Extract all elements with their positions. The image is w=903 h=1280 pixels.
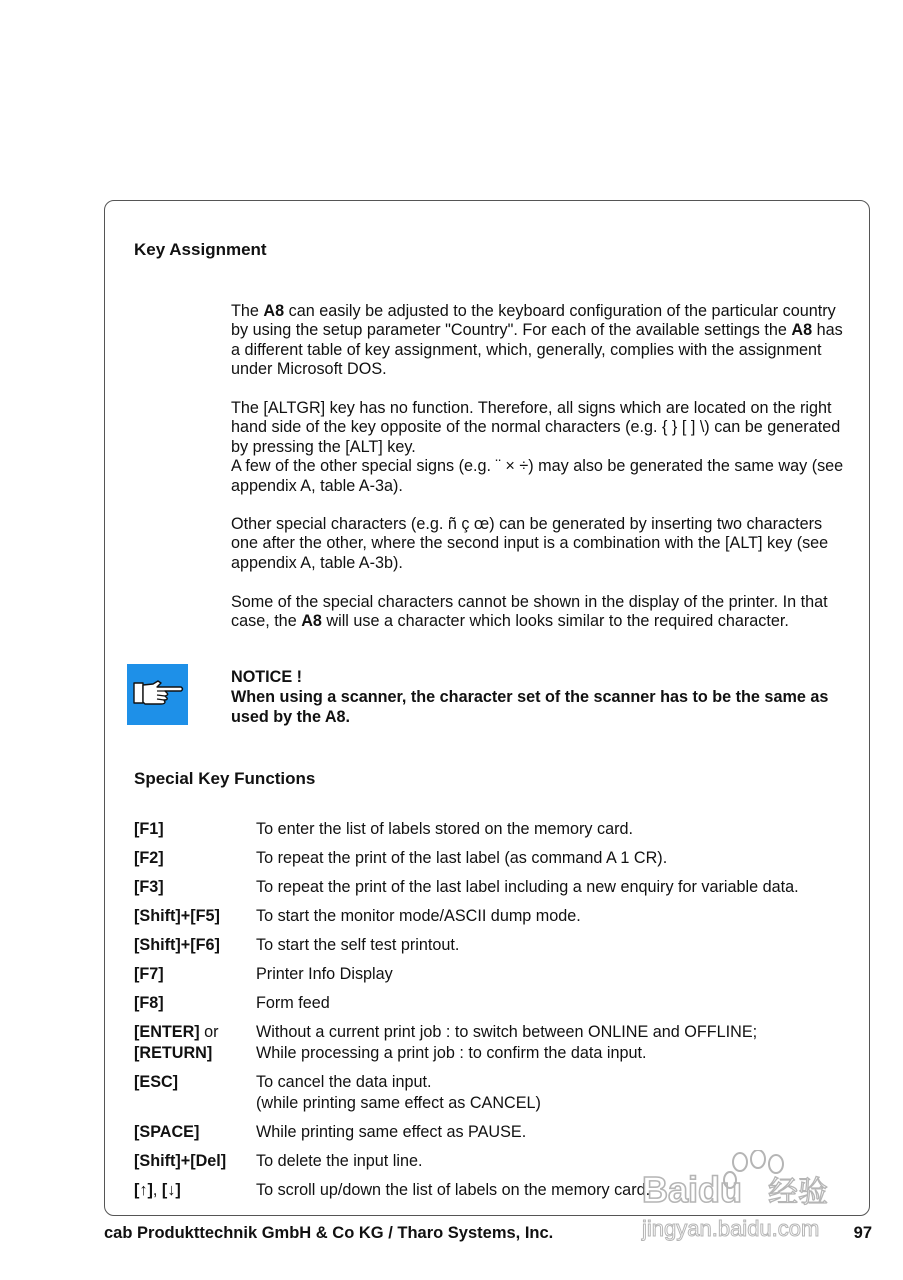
key-description: To start the monitor mode/ASCII dump mode. (256, 907, 581, 925)
key-row (134, 993, 854, 1014)
key-row (134, 906, 854, 927)
key-row (134, 1072, 854, 1114)
key-description: To scroll up/down the list of labels on the memory card. (256, 1181, 651, 1199)
key-description: Without a current print job : to switch between ONLINE and OFFLINE; (256, 1023, 758, 1041)
key-description: To cancel the data input. (256, 1073, 432, 1091)
key-description: Form feed (256, 994, 330, 1012)
key-row (134, 819, 854, 840)
key-name: [Shift]+[Del] (134, 1152, 227, 1170)
paragraph-2-line-2: A few of the other special signs (e.g. ¨ × ÷) may also be generated the same way (see appendix A, table A-3a). (231, 457, 844, 495)
key-name: [RETURN] (134, 1044, 213, 1062)
page-number: 97 (853, 1224, 872, 1242)
key-description: While processing a print job : to confirm the data input. (256, 1044, 647, 1062)
paragraph-1: The A8 can easily be adjusted to the keyboard configuration of the particular country by using the setup parameter "Country". For each of the available settings the A8 has a different table of key assignment, which, generally, complies with the assignment under Microsoft DOS. (231, 302, 843, 379)
key-description: Printer Info Display (256, 965, 393, 983)
paragraph-4: Some of the special characters cannot be shown in the display of the printer. In that case, the A8 will use a character which looks similar to the required character. (231, 593, 828, 631)
key-name: [SPACE] (134, 1123, 200, 1141)
key-description: While printing same effect as PAUSE. (256, 1123, 527, 1141)
key-description: To repeat the print of the last label including a new enquiry for variable data. (256, 878, 799, 896)
key-name: [↓] (161, 1181, 181, 1199)
watermark-brand: Baidu (642, 1169, 743, 1210)
paragraph-2-line-1: The [ALTGR] key has no function. Therefore, all signs which are located on the right hand side of the key opposite of the normal characters (e.g. { } [ ] \) can be generated by pressing the [ALT] key. (231, 399, 841, 456)
baidu-watermark (640, 1150, 855, 1245)
key-description: To enter the list of labels stored on the memory card. (256, 820, 633, 838)
key-row (134, 1122, 854, 1143)
paragraph-3: Other special characters (e.g. ñ ç œ) can be generated by inserting two characters one after the other, where the second input is a combination with the [ALT] key (see appendix A, table A-3b). (231, 515, 829, 572)
notice-text: When using a scanner, the character set of the scanner has to be the same as used by the A8. (231, 688, 829, 726)
key-or: or (199, 1023, 219, 1041)
key-name: [ESC] (134, 1073, 179, 1091)
key-name: [F8] (134, 994, 164, 1012)
watermark-cn: 经验 (768, 1175, 828, 1210)
key-name: [Shift]+[F6] (134, 936, 220, 954)
key-row (134, 877, 854, 898)
key-description: (while printing same effect as CANCEL) (256, 1094, 541, 1112)
key-name: [F3] (134, 878, 164, 896)
key-name: [F1] (134, 820, 164, 838)
key-description: To start the self test printout. (256, 936, 460, 954)
key-name: [ENTER] (134, 1023, 200, 1041)
key-name: [Shift]+[F5] (134, 907, 220, 925)
key-row (134, 848, 854, 869)
key-assignment-heading: Key Assignment (134, 240, 267, 259)
key-description: To delete the input line. (256, 1152, 423, 1170)
key-name: [F2] (134, 849, 164, 867)
key-name: [F7] (134, 965, 164, 983)
key-separator: , (152, 1181, 162, 1199)
footer-company: cab Produkttechnik GmbH & Co KG / Tharo Systems, Inc. (104, 1224, 554, 1242)
key-row (134, 964, 854, 985)
watermark-url: jingyan.baidu.com (642, 1216, 820, 1241)
key-row (134, 1022, 854, 1064)
key-description: To repeat the print of the last label (as command A 1 CR). (256, 849, 668, 867)
notice-title: NOTICE ! (231, 668, 303, 686)
pointing-hand-icon (127, 664, 188, 725)
notice-block (231, 667, 846, 727)
special-key-functions-heading: Special Key Functions (134, 769, 316, 788)
key-name: [↑] (134, 1181, 153, 1199)
key-row (134, 935, 854, 956)
paragraph-2 (231, 399, 846, 496)
